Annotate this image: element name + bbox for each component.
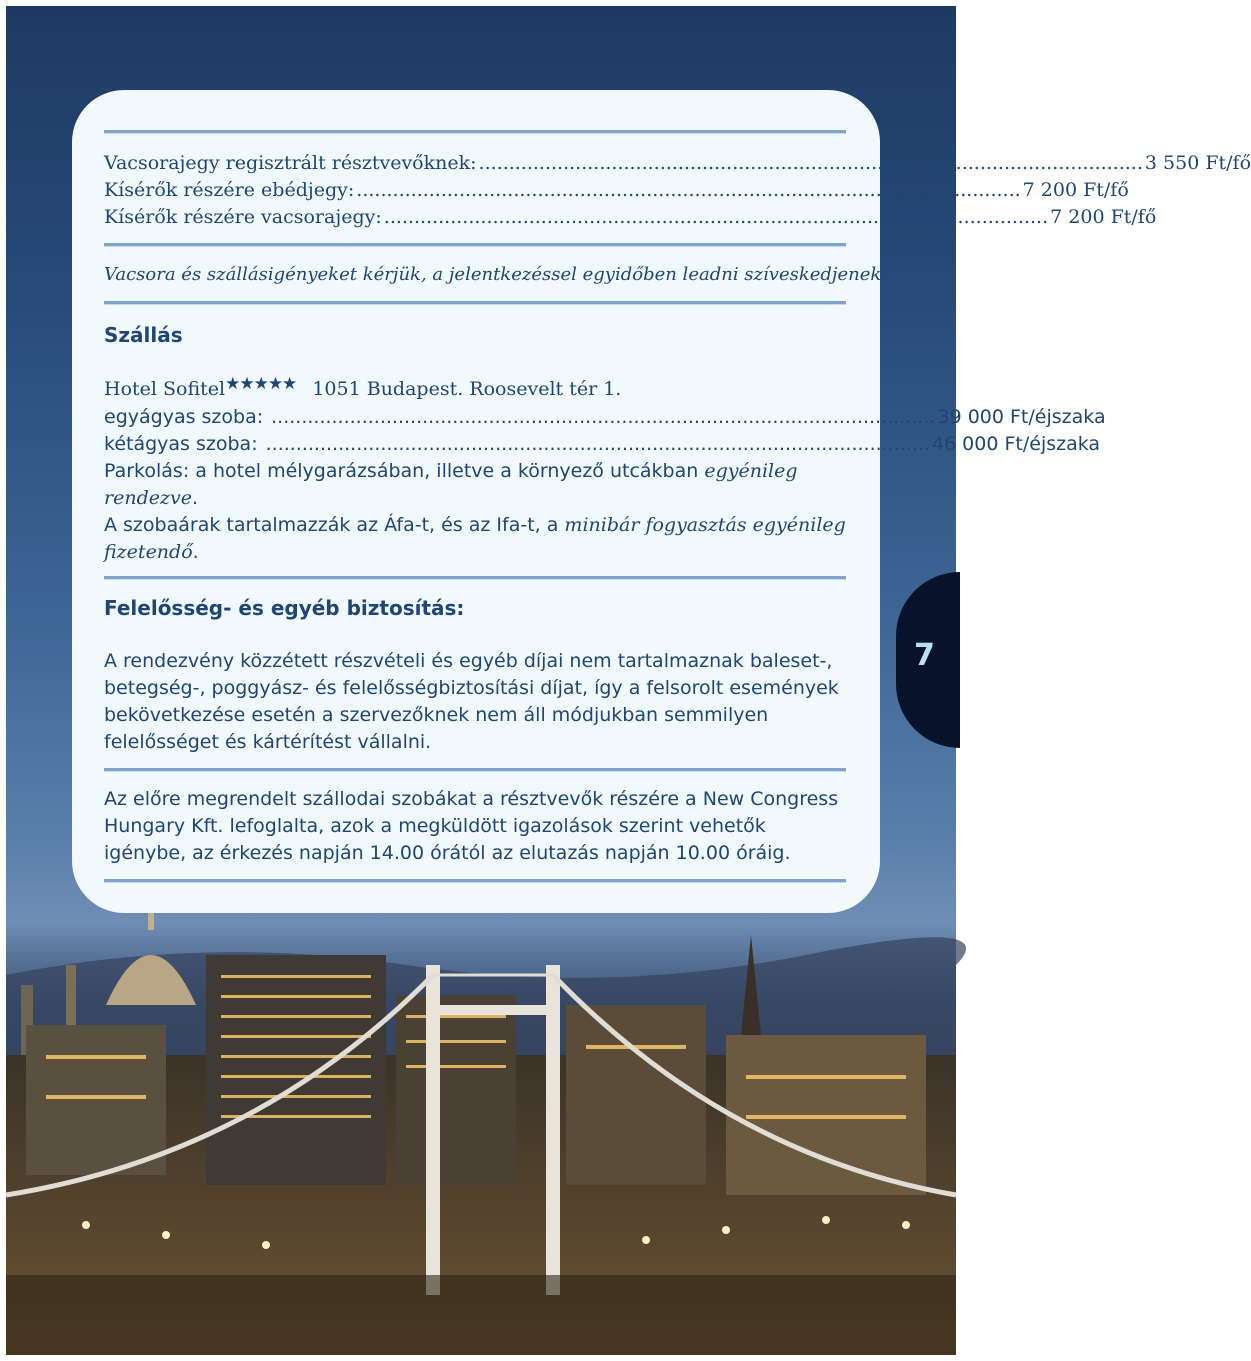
hotel-name: Hotel Sofitel — [104, 378, 226, 400]
divider — [104, 879, 846, 883]
parking-info — [104, 458, 846, 512]
hotel-address: 1051 Budapest. Roosevelt tér 1. — [312, 378, 622, 400]
budapest-night-photo — [6, 895, 956, 1355]
price-value: 7 200 Ft/fő — [1022, 179, 1129, 201]
insurance-text: A rendezvény közzétett részvételi és egyéb díjai nem tartalmaznak baleset-, betegség-, poggyász- és felelősségbiztosítási díjat, így a felsorolt események bekövetkezése esetén a szervezőknek nem áll módjukban semmilyen felelősséget és kártérítést vállalni. — [104, 650, 839, 753]
parking-end: . — [191, 487, 199, 509]
room-row — [104, 404, 1106, 431]
insurance-heading: Felelősség- és egyéb biztosítás: — [104, 596, 465, 620]
divider — [104, 243, 846, 247]
divider — [104, 130, 846, 134]
leader-dots: .............................................................................................................. — [478, 152, 1143, 174]
price-row — [104, 150, 1251, 177]
price-value: 3 550 Ft/fő — [1144, 152, 1251, 174]
divider — [104, 768, 846, 772]
room-price: 46 000 Ft/éjszaka — [931, 433, 1101, 455]
page-number: 7 — [914, 638, 935, 673]
booking-text: Az előre megrendelt szállodai szobákat a résztvevők részére a New Congress Hungary Kft. lefoglalta, azok a megküldött igazolások szerint vehetők igénybe, az érkezés napján 14.00 órától az elutazás napján 10.00 óráig. — [104, 788, 839, 864]
price-list — [104, 150, 1251, 231]
leader-dots: .............................................................................................................. — [271, 406, 936, 428]
price-value: 7 200 Ft/fő — [1050, 206, 1157, 228]
room-label: kétágyas szoba: — [104, 433, 258, 455]
content — [104, 130, 1251, 883]
room-row — [104, 431, 1101, 458]
price-label: Kísérők részére ebédjegy: — [104, 179, 355, 201]
rates-end: . — [192, 541, 199, 563]
star-rating-icon: ★★★★★ — [225, 374, 297, 394]
leader-dots: .............................................................................................................. — [383, 206, 1049, 228]
price-row — [104, 204, 1157, 231]
rates-info — [104, 512, 846, 566]
accommodation-heading: Szállás — [104, 323, 183, 347]
price-label: Kísérők részére vacsorajegy: — [104, 206, 382, 228]
leader-dots: .............................................................................................................. — [265, 433, 930, 455]
leader-dots: .............................................................................................................. — [356, 179, 1021, 201]
divider — [104, 301, 846, 305]
price-label: Vacsorajegy regisztrált résztvevőknek: — [104, 152, 477, 174]
rates-text: A szobaárak tartalmazzák az Áfa-t, és az Ifa-t, a — [104, 514, 565, 536]
price-row — [104, 177, 1129, 204]
rates-italic: minibár fogyasztás egyénileg fizetendő — [104, 514, 846, 563]
parking-text: Parkolás: a hotel mélygarázsában, illetve a környező utcákban — [104, 460, 705, 482]
hotel-line — [104, 376, 846, 404]
note: Vacsora és szállásigényeket kérjük, a jelentkezéssel egyidőben leadni szíveskedjenek. — [104, 264, 888, 285]
room-label: egyágyas szoba: — [104, 406, 264, 428]
divider — [104, 576, 846, 580]
room-price: 39 000 Ft/éjszaka — [937, 406, 1106, 428]
parking-italic: egyénileg rendezve — [104, 460, 798, 509]
